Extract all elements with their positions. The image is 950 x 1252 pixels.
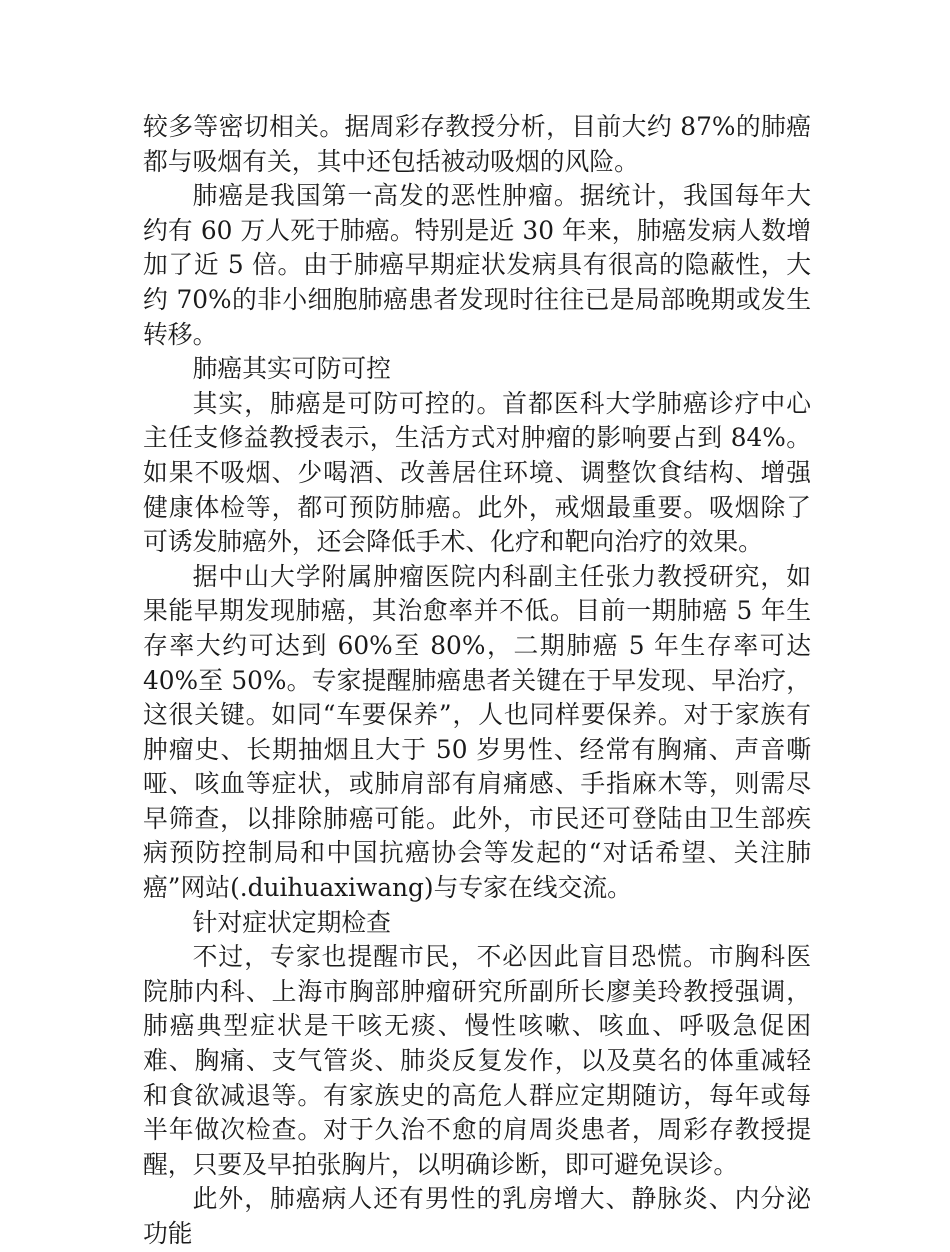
paragraph-6: 此外，肺癌病人还有男性的乳房增大、静脉炎、内分泌功能 xyxy=(143,1184,811,1248)
section-heading-prevention: 肺癌其实可防可控 xyxy=(192,354,391,384)
section-heading-checkup: 针对症状定期检查 xyxy=(192,907,391,937)
paragraph-4: 据中山大学附属肿瘤医院内科副主任张力教授研究，如果能早期发现肺癌，其治愈率并不低。目前一期肺癌 5 年生存率大约可达到 60%至 80%，二期肺癌 5 年生存率可达 40%至 50%。专家提醒肺癌患者关键在于早发现、早治疗，这很关键。如同“车要保养”，人也同样要保养。对于家族有肿瘤史、长期抽烟且大于 50 岁男性、经常有胸痛、声音嘶哑、咳血等症状，或肺肩部有肩痛感、手指麻木等，则需尽早筛查，以排除肺癌可能。此外，市民还可登陆由卫生部疾病预防控制局和中国抗癌协会等发起的“对话希望、关注肺癌”网站(.duihuaxiwang)与专家在线交流。 xyxy=(143,561,811,903)
paragraph-1: 较多等密切相关。据周彩存教授分析，目前大约 87%的肺癌都与吸烟有关，其中还包括被动吸烟的风险。 xyxy=(143,112,811,176)
paragraph-3: 其实，肺癌是可防可控的。首都医科大学肺癌诊疗中心主任支修益教授表示，生活方式对肿瘤的影响要占到 84%。如果不吸烟、少喝酒、改善居住环境、调整饮食结构、增强健康体检等，都可预防肺癌。此外，戒烟最重要。吸烟除了可诱发肺癌外，还会降低手术、化疗和靶向治疗的效果。 xyxy=(143,388,811,557)
article-body xyxy=(143,110,811,1252)
paragraph-2: 肺癌是我国第一高发的恶性肿瘤。据统计，我国每年大约有 60 万人死于肺癌。特别是近 30 年来，肺癌发病人数增加了近 5 倍。由于肺癌早期症状发病具有很高的隐蔽性，大约 70%的非小细胞肺癌患者发现时往往已是局部晚期或发生转移。 xyxy=(143,181,811,349)
paragraph-5: 不过，专家也提醒市民，不必因此盲目恐慌。市胸科医院肺内科、上海市胸部肿瘤研究所副所长廖美玲教授强调，肺癌典型症状是干咳无痰、慢性咳嗽、咳血、呼吸急促困难、胸痛、支气管炎、肺炎反复发作，以及莫名的体重减轻和食欲减退等。有家族史的高危人群应定期随访，每年或每半年做次检查。对于久治不愈的肩周炎患者，周彩存教授提醒，只要及早拍张胸片，以明确诊断，即可避免误诊。 xyxy=(143,942,811,1179)
